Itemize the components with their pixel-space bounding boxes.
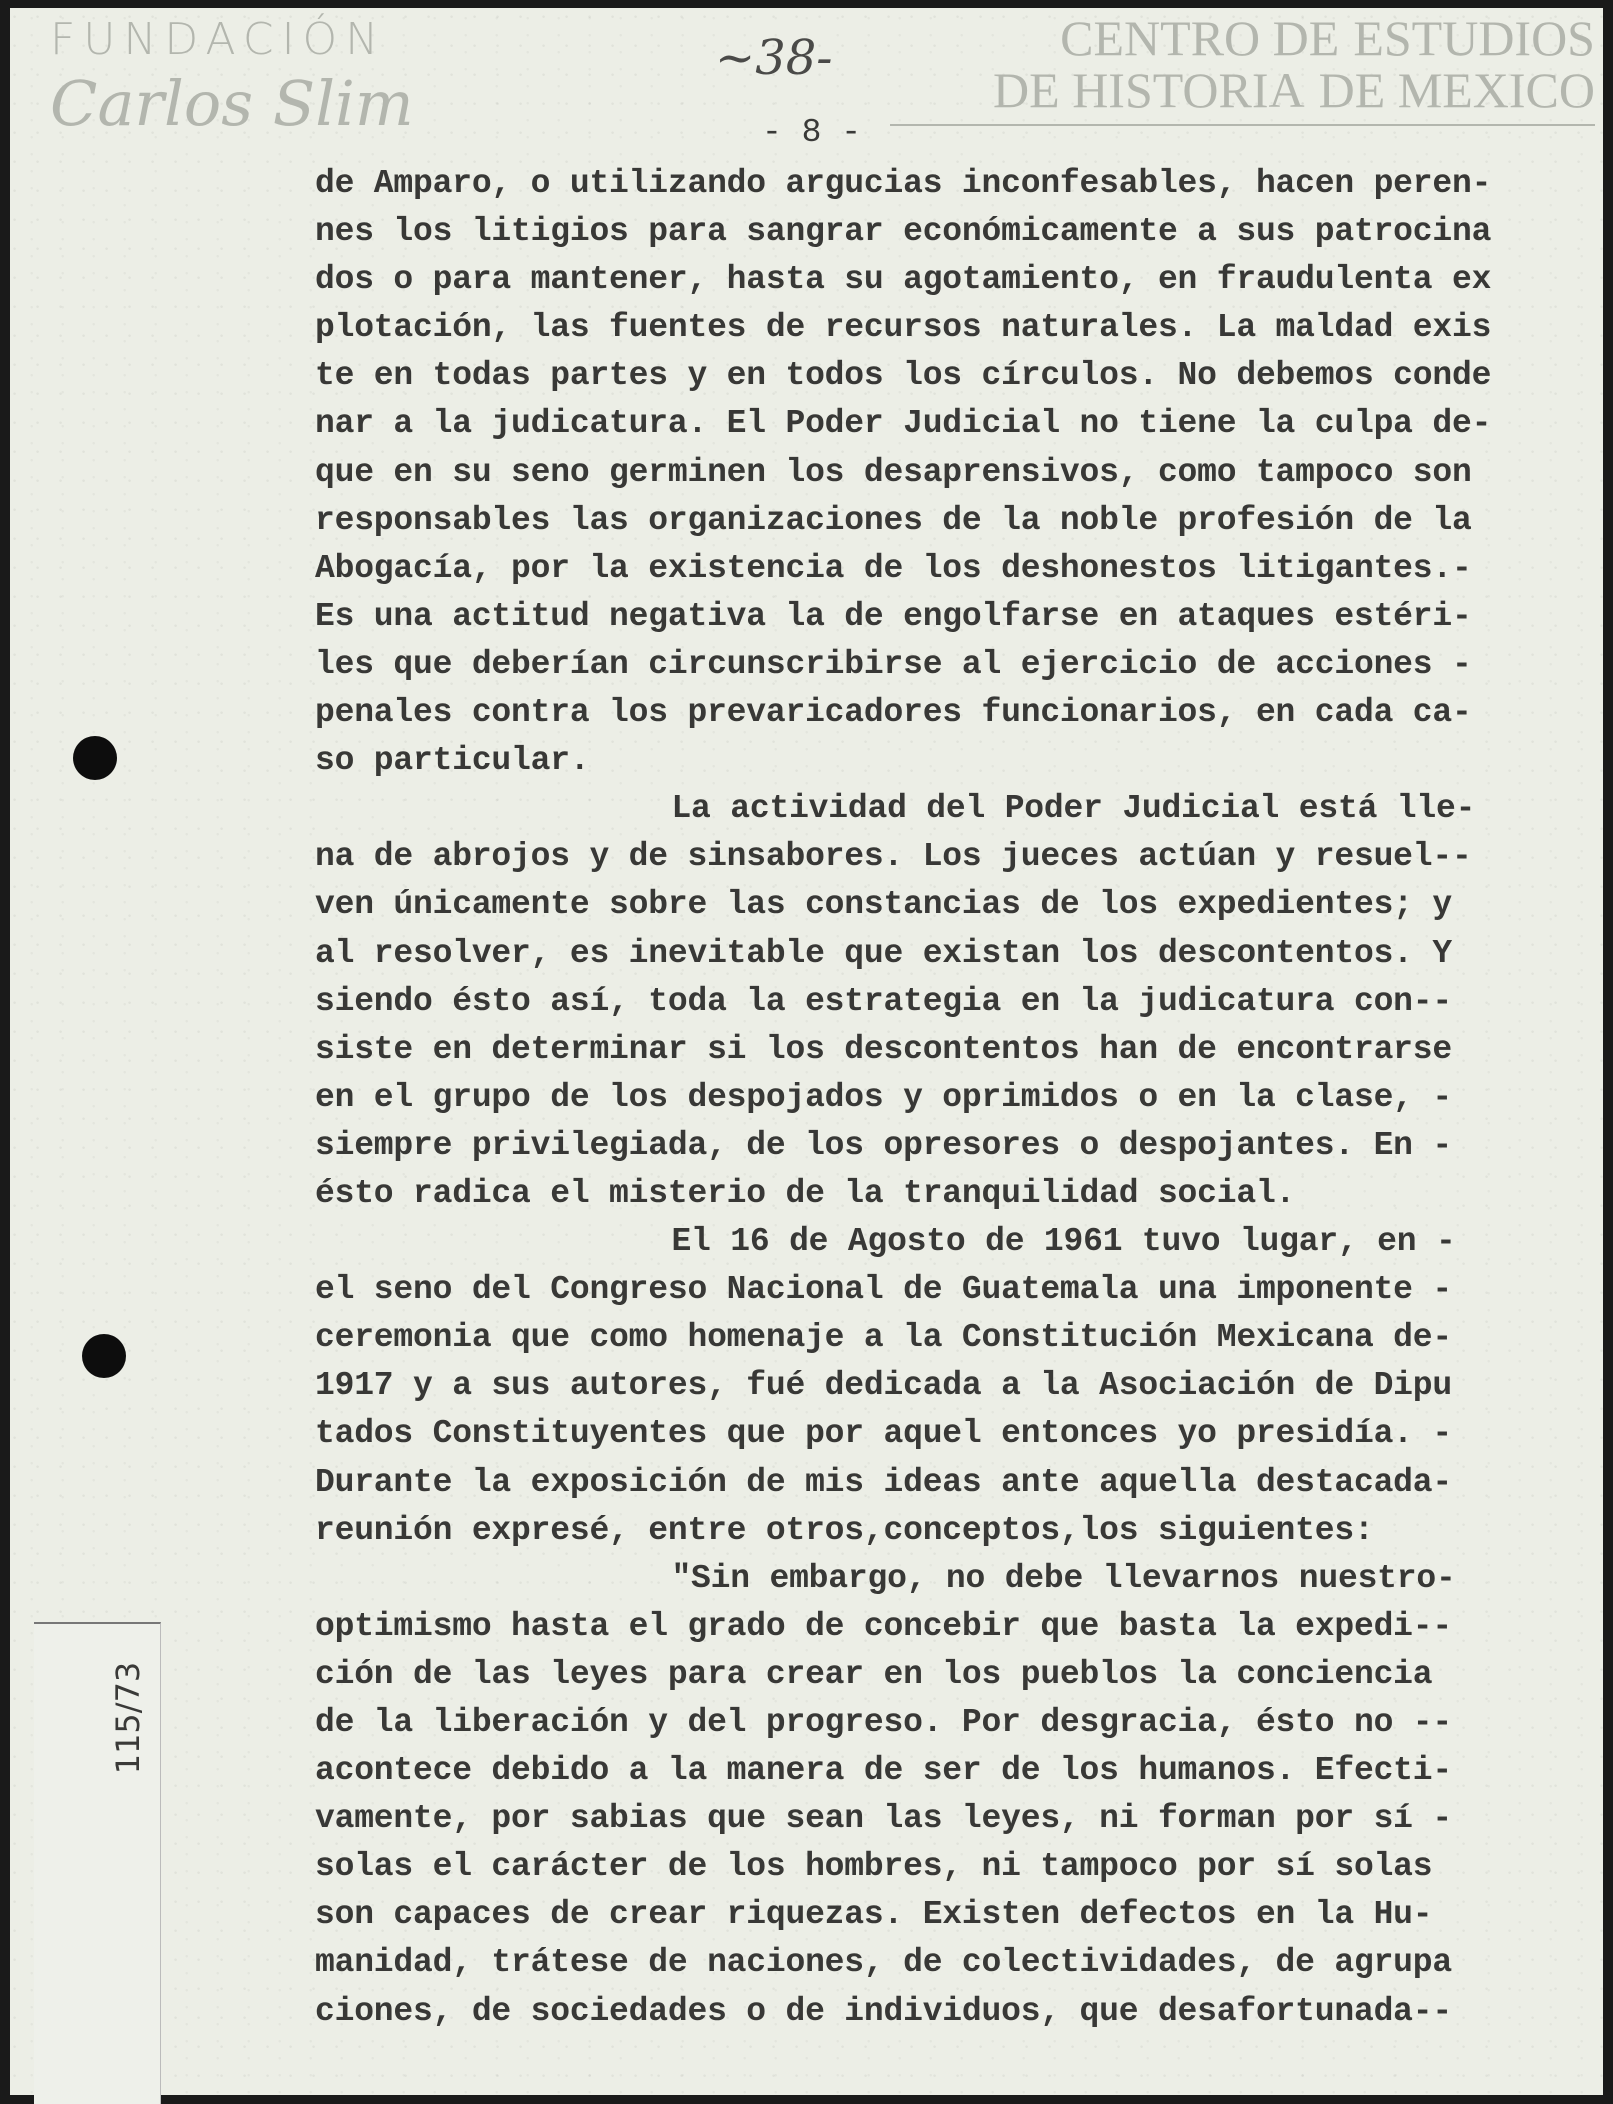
- text-line: Es una actitud negativa la de engolfarse en ataques estéri-: [315, 597, 1472, 635]
- watermark-line: CENTRO DE: [1060, 10, 1340, 66]
- watermark-line: DE HISTORIA: [993, 62, 1305, 118]
- text-line: de Amparo, o utilizando argucias inconfesables, hacen peren-: [315, 165, 1492, 202]
- text-line: La actividad del Poder Judicial está lle-: [671, 790, 1476, 828]
- punch-hole: [82, 1334, 126, 1378]
- text-line: siste en determinar si los descontentos han de encontrarse: [315, 1030, 1452, 1068]
- text-line: tados Constituyentes que por aquel entonces yo presidía. -: [315, 1415, 1452, 1453]
- text-line: plotación, las fuentes de recursos naturales. La maldad exis: [315, 309, 1492, 347]
- watermark-foundation: FUNDACIÓN: [50, 14, 387, 65]
- typed-page-number: - 8 -: [762, 114, 862, 151]
- watermark-line: DE MEXICO: [1318, 62, 1595, 118]
- text-line: penales contra los prevaricadores funcionarios, en cada ca-: [315, 694, 1472, 732]
- text-line: son capaces de crear riquezas. Existen defectos en la Hu-: [315, 1896, 1433, 1934]
- text-line: el seno del Congreso Nacional de Guatemala una imponente -: [315, 1271, 1452, 1309]
- watermark-line: ESTUDIOS: [1353, 10, 1595, 66]
- handwritten-page-number: ~38-: [715, 30, 833, 86]
- punch-hole: [73, 736, 117, 780]
- text-line: manidad, trátese de naciones, de colectividades, de agrupa: [315, 1944, 1452, 1982]
- document-page: [10, 8, 1603, 2095]
- text-line: dos o para mantener, hasta su agotamiento, en fraudulenta ex: [315, 261, 1492, 299]
- text-line: vamente, por sabias que sean las leyes, ni forman por sí -: [315, 1800, 1452, 1838]
- text-line: ésto radica el misterio de la tranquilidad social.: [315, 1174, 1296, 1212]
- text-line: siendo ésto así, toda la estrategia en la judicatura con--: [315, 982, 1452, 1020]
- text-line: que en su seno germinen los desaprensivos, como tampoco son: [315, 453, 1472, 491]
- text-line: te en todas partes y en todos los círculos. No debemos conde: [315, 357, 1492, 395]
- text-line: de la liberación y del progreso. Por desgracia, ésto no --: [315, 1704, 1452, 1741]
- text-line: solas el carácter de los hombres, ni tampoco por sí solas: [315, 1848, 1433, 1886]
- text-line: so particular.: [315, 742, 590, 780]
- text-line: El 16 de Agosto de 1961 tuvo lugar, en -: [671, 1223, 1456, 1261]
- text-line: ción de las leyes para crear en los pueblos la conciencia: [315, 1655, 1433, 1693]
- watermark-institution: [890, 12, 1595, 116]
- text-line: siempre privilegiada, de los opresores o despojantes. En -: [315, 1126, 1452, 1164]
- text-line: ceremonia que como homenaje a la Constitución Mexicana de-: [315, 1319, 1452, 1357]
- text-line: optimismo hasta el grado de concebir que basta la expedi--: [315, 1607, 1452, 1645]
- text-line: en el grupo de los despojados y oprimidos o en la clase, -: [315, 1078, 1452, 1116]
- text-line: acontece debido a la manera de ser de los humanos. Efecti-: [315, 1752, 1452, 1790]
- text-line: nar a la judicatura. El Poder Judicial no tiene la culpa de-: [315, 405, 1492, 443]
- text-line: les que deberían circunscribirse al ejercicio de acciones -: [315, 645, 1472, 683]
- text-line: na de abrojos y de sinsabores. Los jueces actúan y resuel--: [315, 838, 1472, 876]
- watermark-divider: [890, 124, 1595, 126]
- text-line: nes los litigios para sangrar económicamente a sus patrocina: [315, 213, 1492, 251]
- text-line: al resolver, es inevitable que existan los descontentos. Y: [315, 934, 1452, 972]
- text-line: "Sin embargo, no debe llevarnos nuestro-: [671, 1559, 1456, 1597]
- text-line: responsables las organizaciones de la noble profesión de la: [315, 501, 1472, 539]
- watermark-signature: Carlos Slim: [50, 67, 414, 140]
- text-line: Durante la exposición de mis ideas ante aquella destacada-: [315, 1463, 1452, 1501]
- archive-label: 115/73: [109, 1661, 147, 1775]
- text-line: ciones, de sociedades o de individuos, que desafortunada--: [315, 1992, 1452, 2030]
- text-line: 1917 y a sus autores, fué dedicada a la Asociación de Dipu: [315, 1367, 1452, 1405]
- text-line: Abogacía, por la existencia de los deshonestos litigantes.-: [315, 549, 1472, 587]
- text-line: reunión expresé, entre otros,conceptos,los siguientes:: [315, 1511, 1374, 1549]
- text-line: ven únicamente sobre las constancias de los expedientes; y: [315, 886, 1452, 924]
- typewritten-body: [315, 160, 1515, 2036]
